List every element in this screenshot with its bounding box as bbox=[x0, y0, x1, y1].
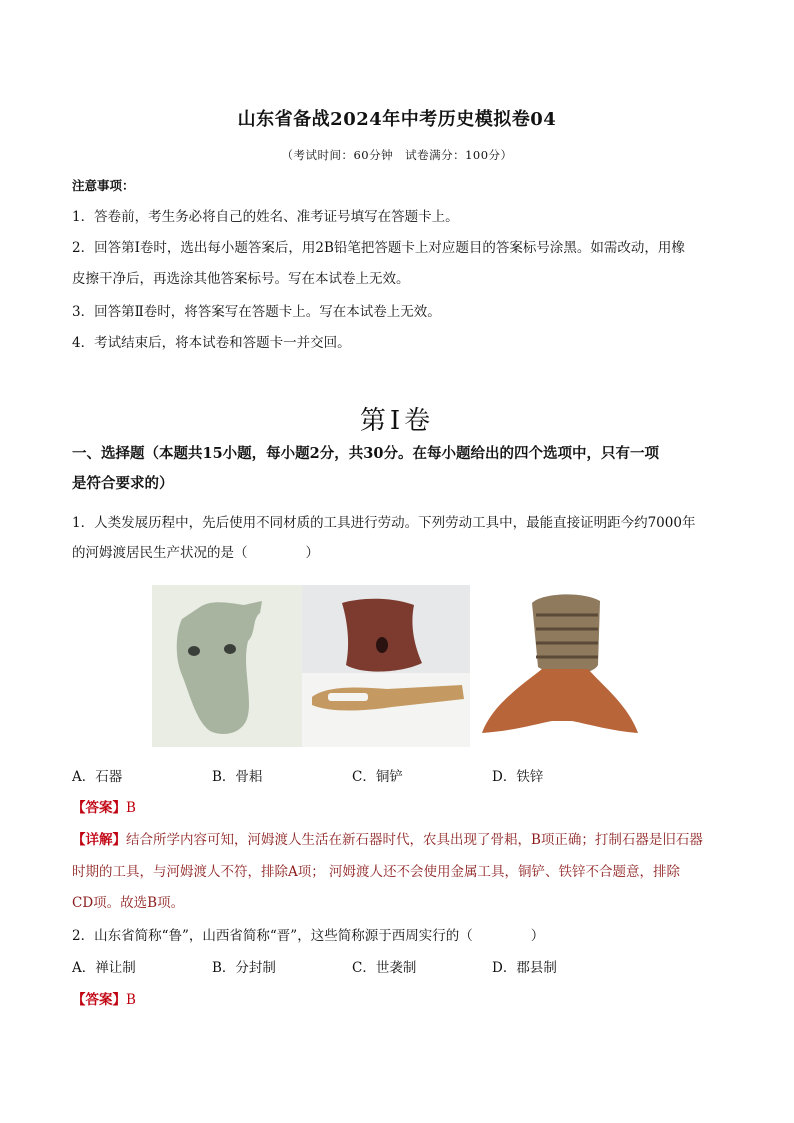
answer-label: 【答案】 bbox=[72, 992, 126, 1008]
answer-row bbox=[72, 796, 136, 816]
answer-value: B bbox=[126, 992, 136, 1008]
tools-image bbox=[152, 585, 642, 747]
answer-value: B bbox=[126, 800, 136, 816]
option-b[interactable]: B．骨耜 bbox=[212, 769, 263, 785]
question-stem: 1．人类发展历程中，先后使用不同材质的工具进行劳动。下列劳动工具中，最能直接证明距今约7000年 bbox=[72, 515, 696, 531]
exam-info: （考试时间：60分钟 试卷满分：100分） bbox=[281, 148, 513, 162]
notice-item: 1．答卷前，考生务必将自己的姓名、准考证号填写在答题卡上。 bbox=[72, 209, 459, 225]
bone-spade-icon bbox=[342, 599, 422, 672]
part-instruction: 是符合要求的） bbox=[72, 475, 174, 492]
question-stem-text: 2．山东省简称“鲁”，山西省简称“晋”，这些简称源于西周实行的（ bbox=[72, 928, 473, 944]
option-c[interactable]: C．铜铲 bbox=[352, 769, 403, 785]
answer-label: 【答案】 bbox=[72, 800, 126, 816]
question-stem bbox=[72, 541, 319, 561]
paren-close: ） bbox=[530, 928, 545, 944]
option-a[interactable]: A．禅让制 bbox=[72, 960, 136, 976]
notice-item: 皮擦干净后，再选涂其他答案标号。写在本试卷上无效。 bbox=[72, 271, 410, 287]
notice-item: 2．回答第Ⅰ卷时，选出每小题答案后，用2B铅笔把答题卡上对应题目的答案标号涂黑。如需改动，用橡 bbox=[72, 240, 685, 256]
section-title: 第Ⅰ卷 bbox=[359, 406, 435, 436]
option-b[interactable]: B．分封制 bbox=[212, 960, 276, 976]
question-options bbox=[72, 956, 632, 976]
question-options bbox=[72, 765, 632, 785]
tools-illustration bbox=[152, 585, 642, 747]
detail-text: CD项。故选B项。 bbox=[72, 895, 185, 911]
bronze-tool-handle-icon bbox=[532, 594, 600, 674]
detail-text: 时期的工具，与河姆渡人不符，排除A项； 河姆渡人还不会使用金属工具，铜铲、铁锌不合题意，排除 bbox=[72, 864, 681, 880]
question-stem bbox=[72, 924, 544, 944]
question-stem-text: 的河姆渡居民生产状况的是（ bbox=[72, 545, 248, 561]
option-d[interactable]: D．铁锌 bbox=[492, 769, 544, 785]
detail-label: 【详解】 bbox=[72, 832, 126, 848]
detail-text: 结合所学内容可知，河姆渡人生活在新石器时代，农具出现了骨耜，B项正确；打制石器是旧石器 bbox=[126, 832, 703, 848]
paren-close: ） bbox=[305, 545, 319, 561]
option-a[interactable]: A．石器 bbox=[72, 769, 123, 785]
option-d[interactable]: D．郡县制 bbox=[492, 960, 557, 976]
part-instruction: 一、选择题（本题共15小题，每小题2分，共30分。在每小题给出的四个选项中，只有一项 bbox=[72, 445, 659, 462]
option-c[interactable]: C．世袭制 bbox=[352, 960, 417, 976]
notice-item: 3．回答第Ⅱ卷时，将答案写在答题卡上。写在本试卷上无效。 bbox=[72, 304, 441, 320]
page-title: 山东省备战2024年中考历史模拟卷04 bbox=[237, 109, 557, 130]
detail-row bbox=[72, 828, 703, 848]
notice-item: 4．考试结束后，将本试卷和答题卡一并交回。 bbox=[72, 335, 351, 351]
notice-heading: 注意事项： bbox=[72, 178, 135, 193]
answer-row bbox=[72, 988, 136, 1008]
